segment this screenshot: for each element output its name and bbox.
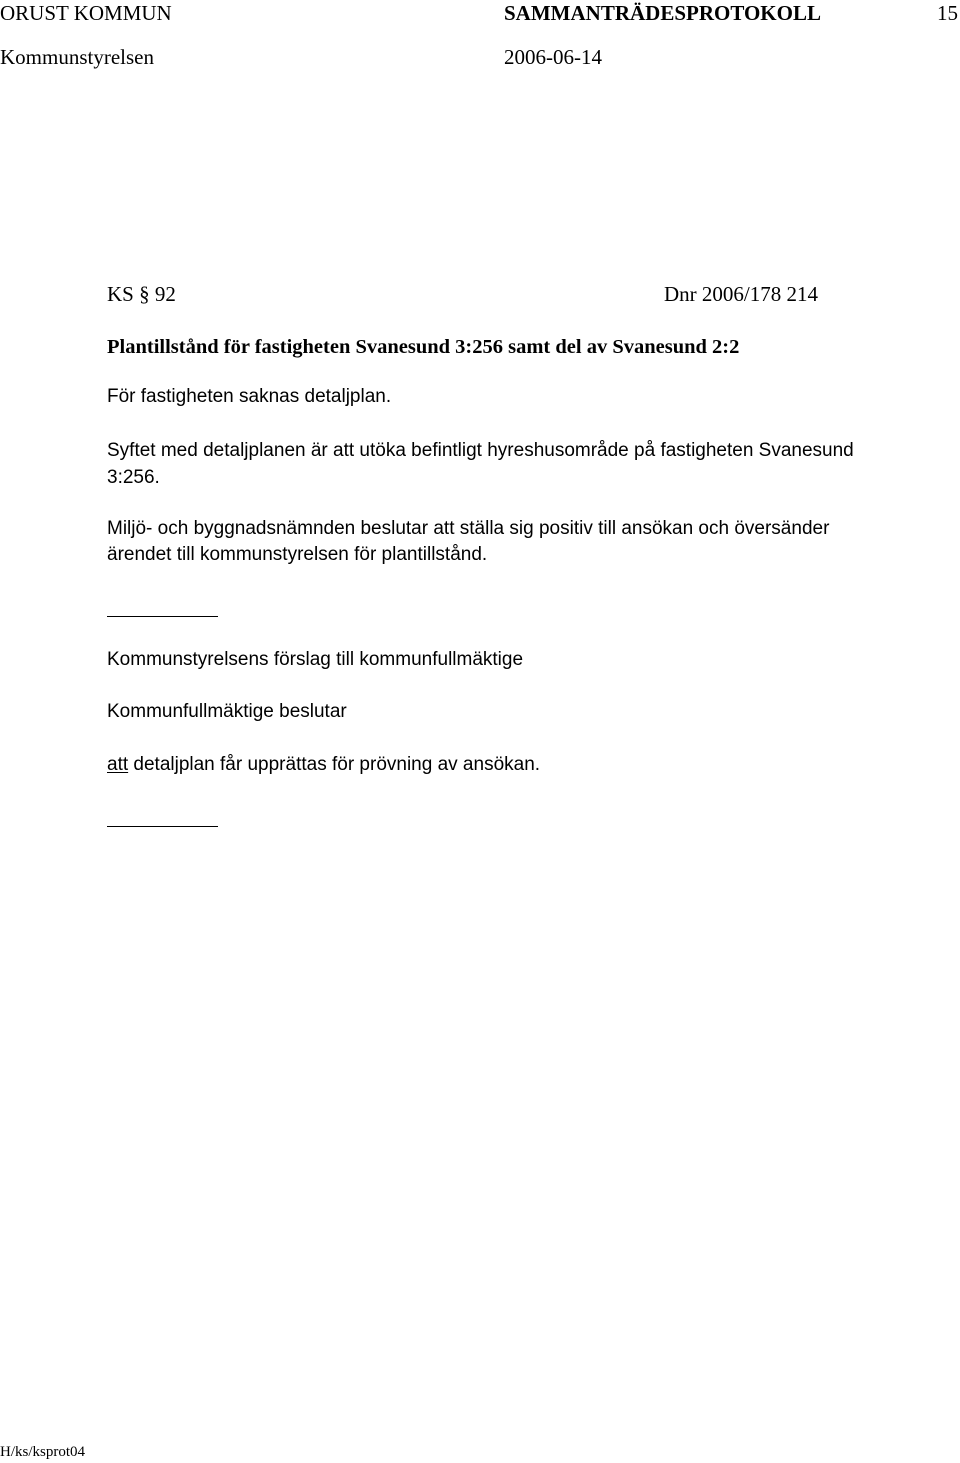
decision-statement xyxy=(107,755,540,774)
municipality-name: ORUST KOMMUN xyxy=(0,1,172,25)
meeting-date: 2006-06-14 xyxy=(504,45,602,69)
paragraph-number: KS § 92 xyxy=(107,282,176,306)
decision-text: detaljplan får upprättas för prövning av ansökan. xyxy=(128,754,541,775)
separator-line xyxy=(107,826,218,827)
proposal-heading: Kommunstyrelsens förslag till kommunfullmäktige xyxy=(107,649,524,670)
diary-number: Dnr 2006/178 214 xyxy=(664,282,818,306)
file-path-footer: H/ks/ksprot04 xyxy=(0,1444,86,1460)
paragraph-detail-plan: För fastigheten saknas detaljplan. xyxy=(107,386,392,407)
paragraph-committee-line1: Miljö- och byggnadsnämnden beslutar att ställa sig positiv till ansökan och översänder xyxy=(107,518,830,539)
paragraph-purpose-line1: Syftet med detaljplanen är att utöka befintligt hyreshusområde på fastigheten Svanesund xyxy=(107,440,854,461)
att-keyword: att xyxy=(107,754,129,775)
decision-heading: Kommunfullmäktige beslutar xyxy=(107,701,347,722)
case-title: Plantillstånd för fastigheten Svanesund 3:256 samt del av Svanesund 2:2 xyxy=(107,336,740,358)
document-type: SAMMANTRÄDESPROTOKOLL xyxy=(504,1,821,25)
separator-line xyxy=(107,616,218,617)
paragraph-purpose-line2: 3:256. xyxy=(107,467,160,488)
paragraph-committee-line2: ärendet till kommunstyrelsen för plantillstånd. xyxy=(107,544,488,565)
committee-name: Kommunstyrelsen xyxy=(0,45,154,69)
page-number: 15 xyxy=(937,1,958,25)
